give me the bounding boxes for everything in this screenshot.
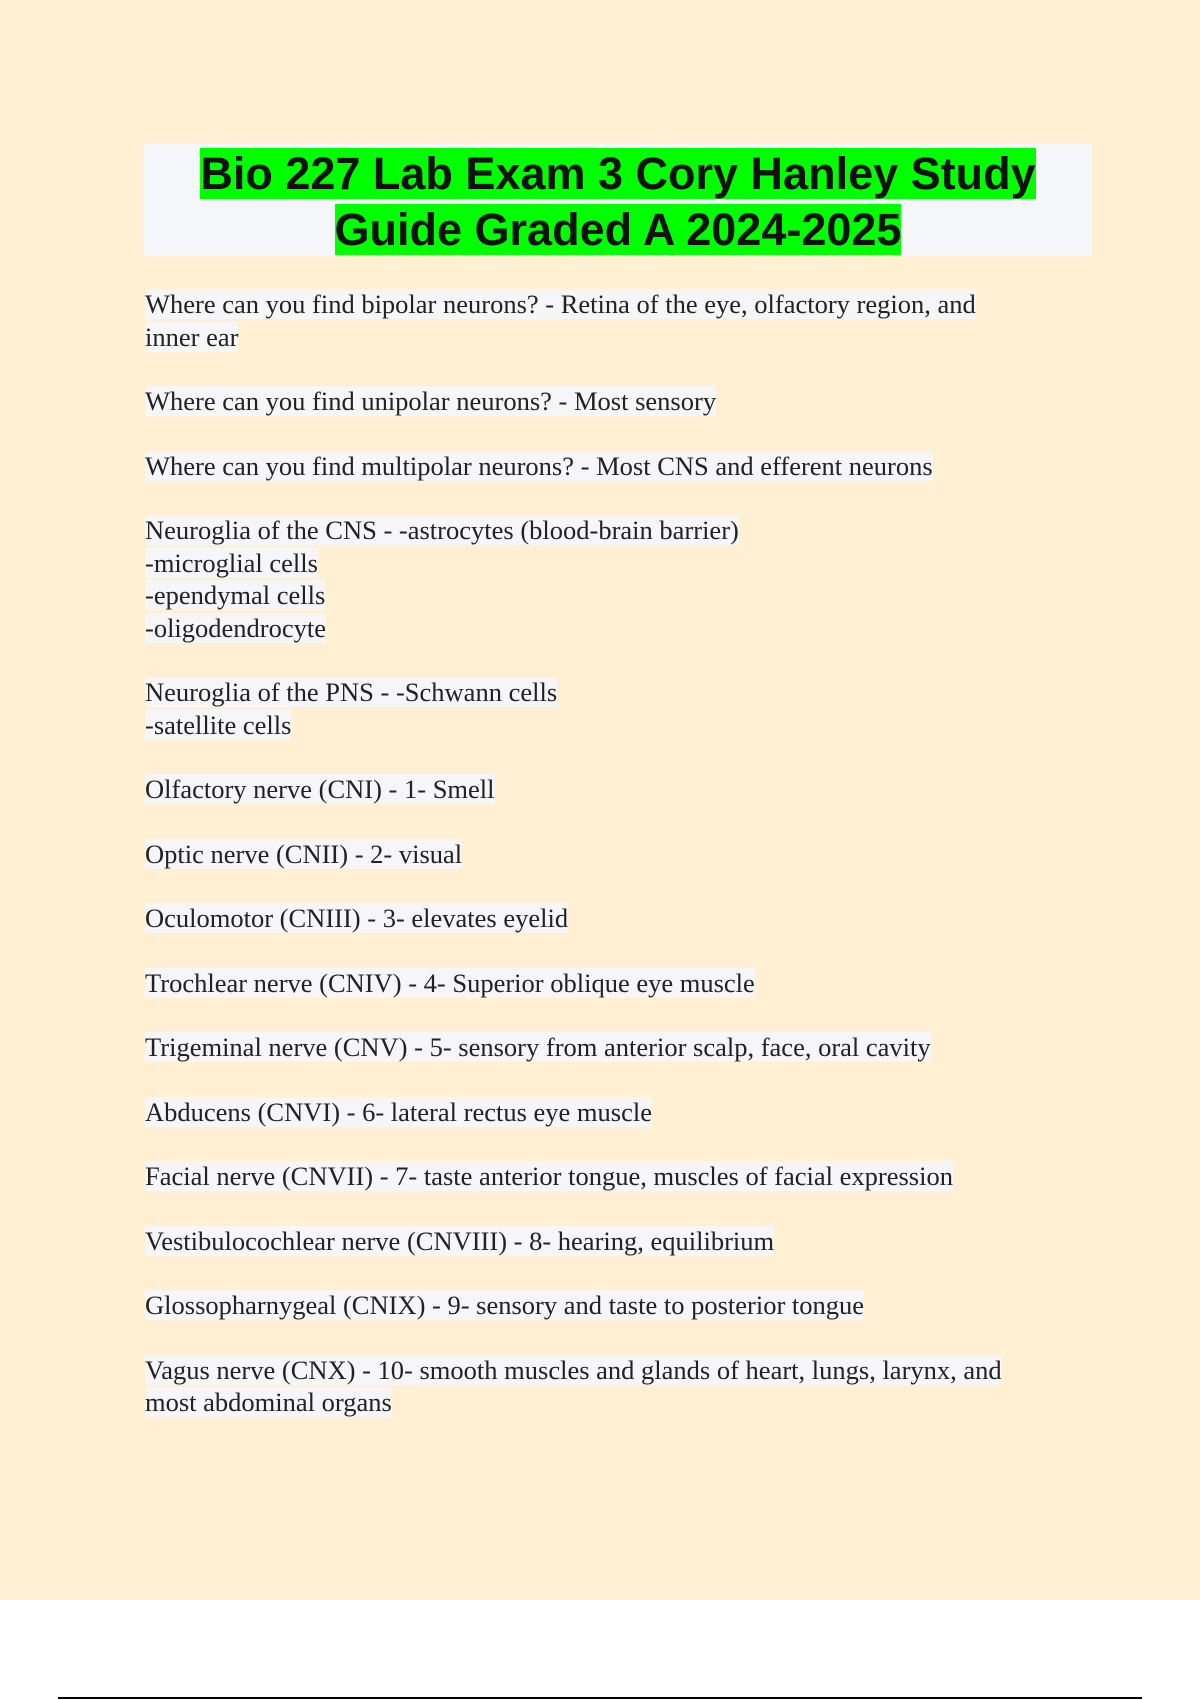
study-item [145,1225,1090,1258]
study-item-line: inner ear [145,321,239,352]
study-item [145,676,1090,741]
study-item-line: Neuroglia of the CNS - -astrocytes (blood-brain barrier) [145,515,739,545]
study-item [145,838,1090,871]
study-item [145,450,1090,483]
study-item [145,1096,1090,1129]
study-item-line: Trochlear nerve (CNIV) - 4- Superior oblique eye muscle [145,967,755,998]
study-item-line: -satellite cells [145,709,292,740]
study-item [145,1160,1090,1193]
study-item-line: Oculomotor (CNIII) - 3- elevates eyelid [145,903,569,933]
study-item-line: Where can you find multipolar neurons? - Most CNS and efferent neurons [145,450,933,481]
study-item-line: Facial nerve (CNVII) - 7- taste anterior tongue, muscles of facial expression [145,1161,953,1191]
study-item [145,967,1090,1000]
study-item [145,902,1090,935]
study-item [145,773,1090,806]
study-item-line: -oligodendrocyte [145,612,327,643]
study-item-line: Vagus nerve (CNX) - 10- smooth muscles and glands of heart, lungs, larynx, and [145,1354,1002,1385]
study-item [145,288,1090,353]
study-item [145,1031,1090,1064]
study-item-line: Where can you find unipolar neurons? - Most sensory [145,386,717,416]
study-item-line: Trigeminal nerve (CNV) - 5- sensory from anterior scalp, face, oral cavity [145,1032,931,1062]
study-item-line: Abducens (CNVI) - 6- lateral rectus eye muscle [145,1096,652,1127]
document-title [144,144,1092,258]
study-item-line: -ependymal cells [145,580,326,610]
title-box [144,144,1092,256]
study-item-line: most abdominal organs [145,1387,392,1417]
study-item-line: Neuroglia of the PNS - -Schwann cells [145,677,558,707]
study-item-line: Glossopharnygeal (CNIX) - 9- sensory and taste to posterior tongue [145,1290,865,1320]
study-item-line: Vestibulocochlear nerve (CNVIII) - 8- hearing, equilibrium [145,1225,775,1256]
study-item [145,1289,1090,1322]
title-line-2: Guide Graded A 2024-2025 [334,204,902,255]
study-item-line: Olfactory nerve (CNI) - 1- Smell [145,774,495,804]
title-line-1: Bio 227 Lab Exam 3 Cory Hanley Study [200,148,1036,199]
study-guide-content [145,288,1090,1451]
study-item-line: -microglial cells [145,547,318,578]
study-item [145,514,1090,644]
study-item-line: Optic nerve (CNII) - 2- visual [145,838,463,869]
footer-divider [58,1697,1142,1699]
study-item [145,385,1090,418]
study-item-line: Where can you find bipolar neurons? - Retina of the eye, olfactory region, and [145,289,976,319]
study-item [145,1354,1090,1419]
